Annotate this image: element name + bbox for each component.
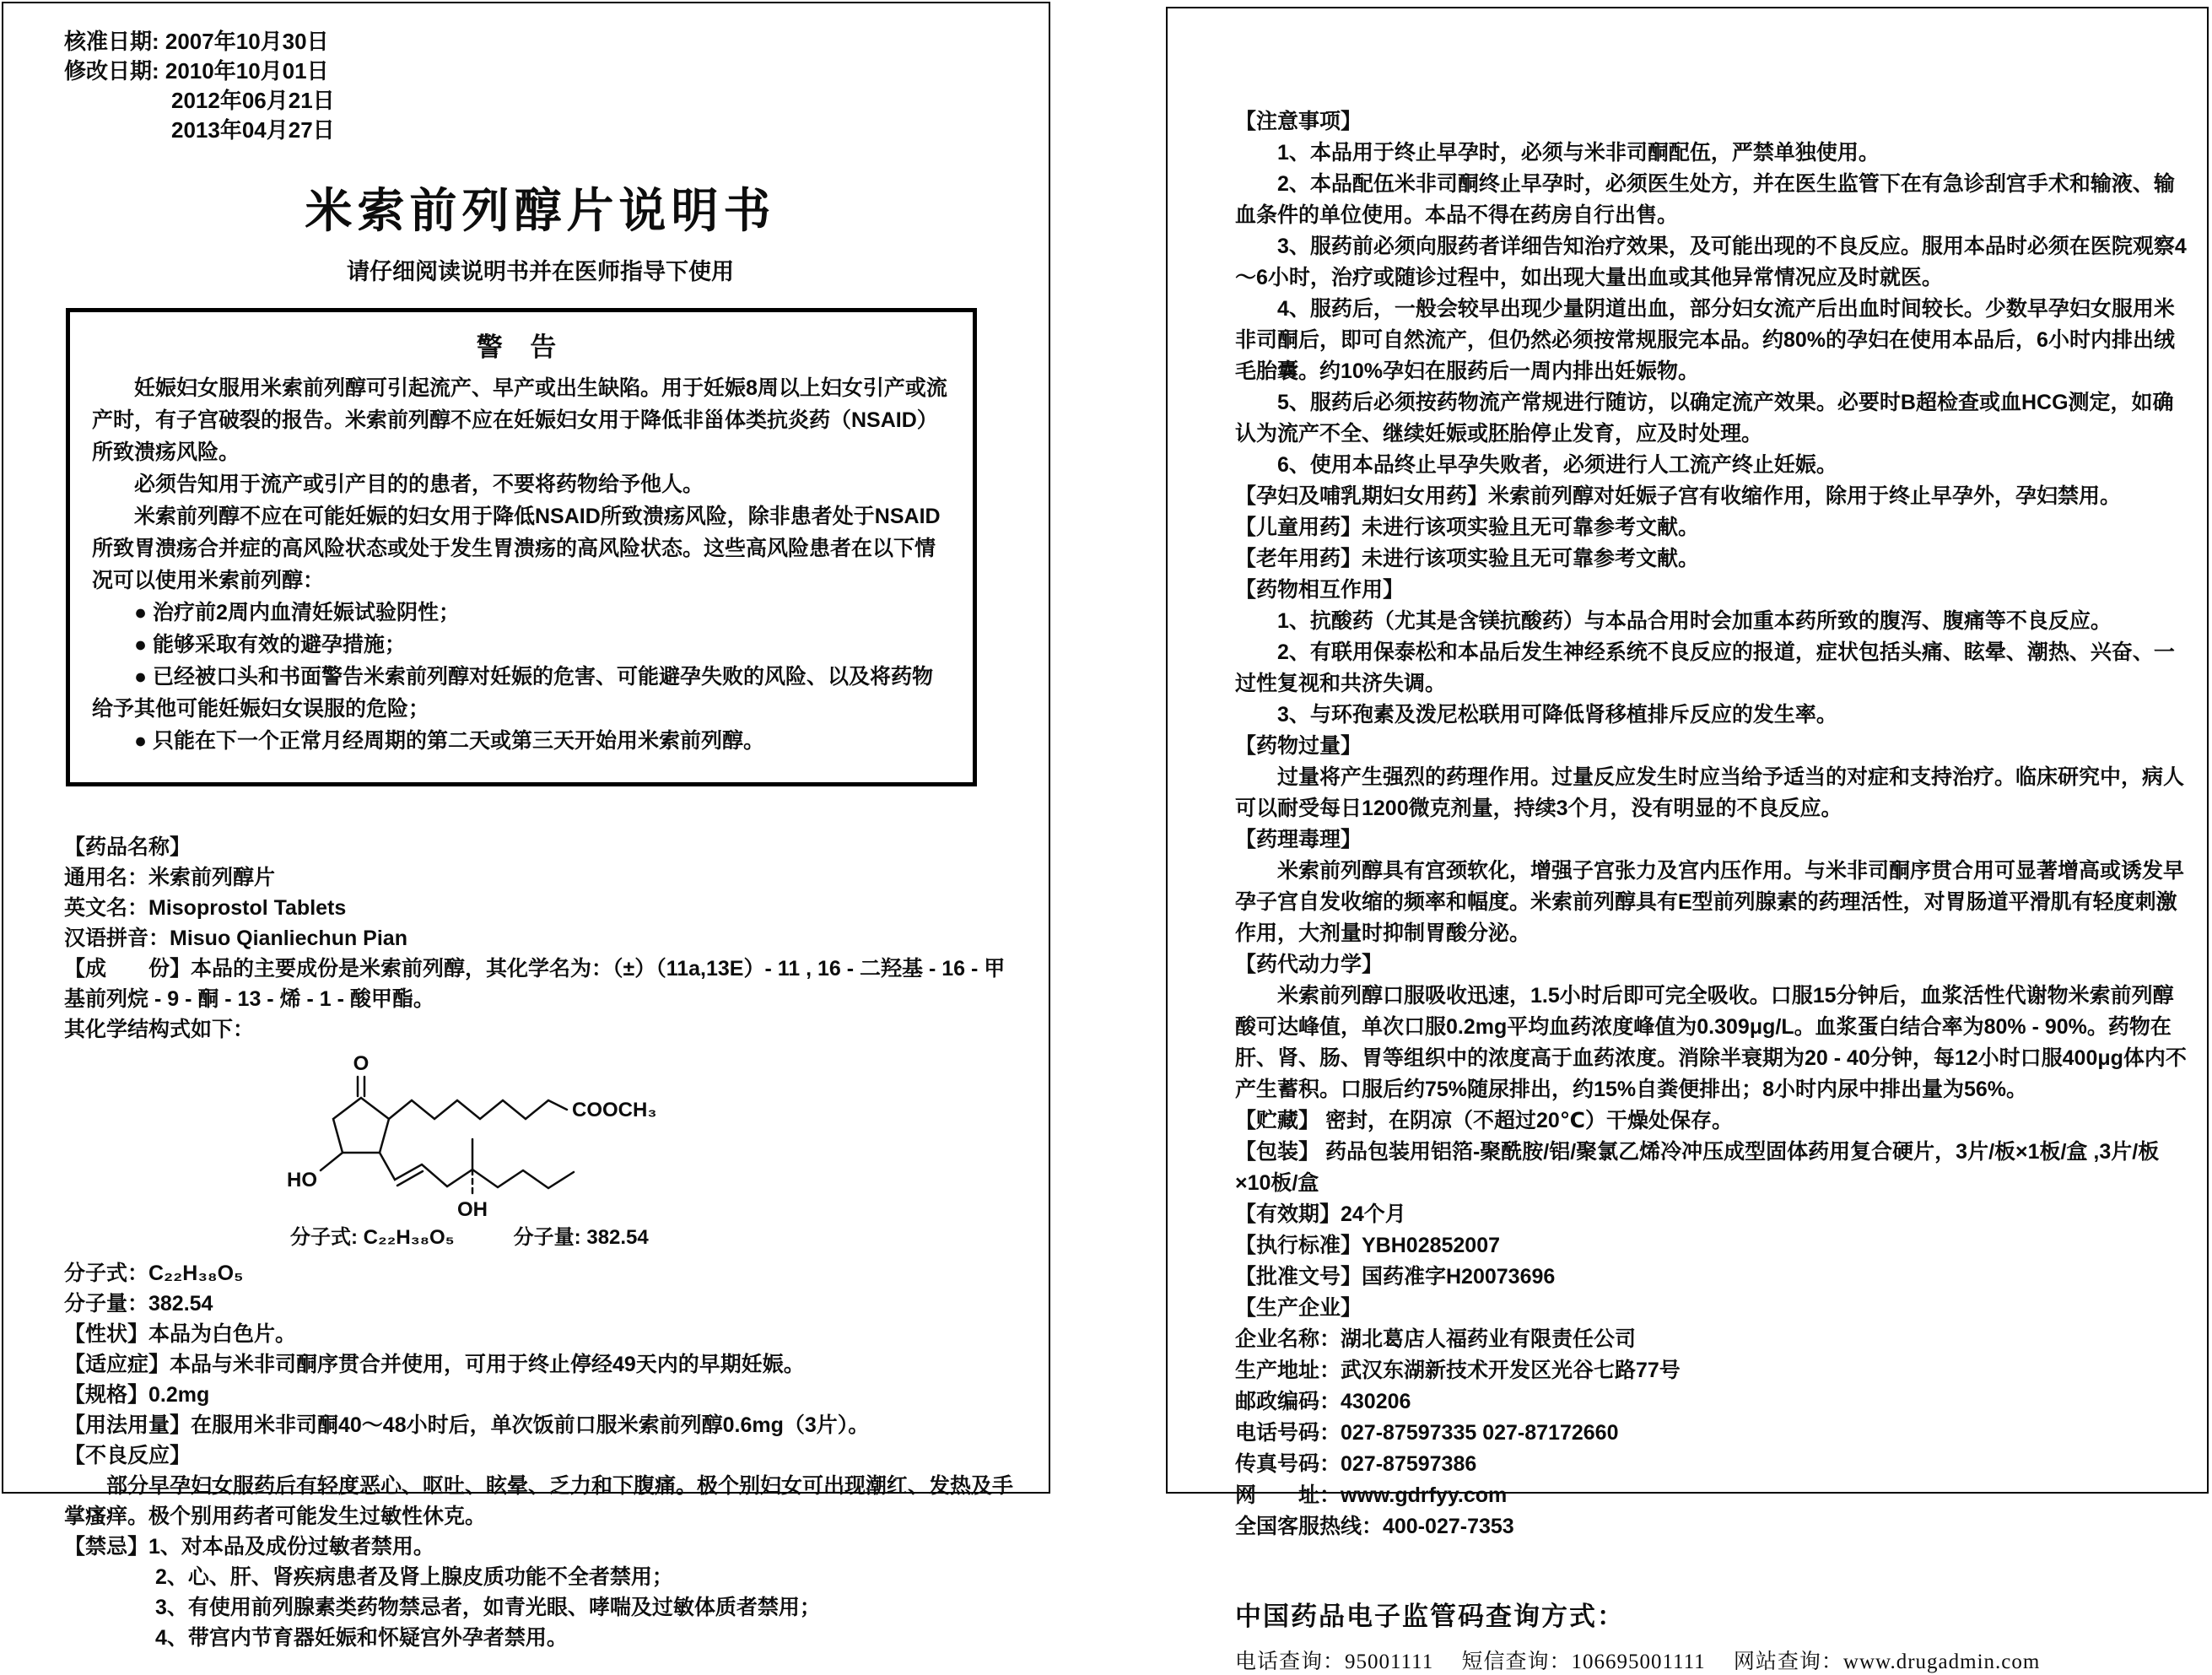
approve-date-line — [64, 27, 1017, 57]
paragraph: 【生产企业】 — [1235, 1296, 1362, 1320]
paragraph: 3、服药前必须向服药者详细告知治疗效果，及可能出现的不良反应。服用本品时必须在医院观察4～6小时，治疗或随诊过程中，如出现大量出血或其他异常情况应及时就医。 — [1235, 235, 2187, 289]
approve-date-value: 2007年10月30日 — [165, 29, 329, 54]
paragraph: ● 只能在下一个正常月经周期的第二天或第三天开始用米索前列醇。 — [134, 729, 765, 753]
drug-name-section — [64, 832, 1017, 1045]
regulatory-code-footer — [1235, 1595, 2187, 1675]
paragraph: 生产地址：武汉东湖新技术开发区光谷七路77号 — [1235, 1359, 1681, 1382]
paragraph: 【孕妇及哺乳期妇女用药】米索前列醇对妊娠子宫有收缩作用，除用于终止早孕外，孕妇禁用。 — [1235, 484, 2122, 508]
paragraph: 【药物相互作用】 — [1235, 578, 1405, 602]
right-sections — [1235, 106, 2187, 1543]
paragraph: 【性状】本品为白色片。 — [64, 1322, 297, 1346]
paragraph: 【包装】 药品包装用铝箔-聚酰胺/铝/聚氯乙烯冷冲压成型固体药用复合硬片，3片/板×1板/盒 ,3片/板×10板/盒 — [1235, 1140, 2160, 1195]
paragraph: 企业名称：湖北葛店人福药业有限责任公司 — [1235, 1327, 1637, 1351]
paragraph: ● 已经被口头和书面警告米索前列醇对妊娠的危害、可能避孕失败的风险、以及将药物给予其他可能妊娠妇女误服的危险； — [92, 665, 934, 721]
misoprostol-structure-drawing — [243, 1050, 682, 1218]
paragraph: ● 能够采取有效的避孕措施； — [134, 633, 407, 656]
approval-dates — [64, 27, 1017, 145]
molecular-mass-caption — [514, 1220, 649, 1250]
paragraph: 【不良反应】 — [64, 1444, 192, 1467]
paragraph: 【药代动力学】 — [1235, 953, 1384, 976]
paragraph: 【注意事项】 — [1235, 110, 1362, 133]
molecular-mass-label: 分子量: — [513, 1226, 587, 1249]
paragraph: 分子式：C₂₂H₃₈O₅ — [64, 1262, 244, 1285]
paragraph: 邮政编码：430206 — [1235, 1390, 1411, 1413]
paragraph: 2、心、肝、肾疾病患者及肾上腺皮质功能不全者禁用； — [155, 1565, 673, 1589]
footer-query-line: 电话查询：95001111 短信查询：106695001111 网站查询：www.drugadmin.com — [1235, 1651, 2041, 1673]
paragraph: 【规格】0.2mg — [64, 1383, 210, 1407]
molecular-formula-value: C₂₂H₃₈O₅ — [363, 1226, 455, 1249]
paragraph: 网 址：www.gdrfyy.com — [1235, 1483, 1508, 1507]
paragraph: 分子量：382.54 — [64, 1292, 213, 1316]
paragraph: 【药物过量】 — [1235, 734, 1362, 758]
warning-heading: 警 告 — [476, 332, 567, 362]
ester-group-label: COOCH₃ — [572, 1099, 657, 1121]
paragraph: 米索前列醇具有宫颈软化，增强子宫张力及宫内压作用。与米非司酮序贯合用可显著增高或诱发早孕子宫自发收缩的频率和幅度。米索前列醇具有E型前列腺素的药理活性，对胃肠道平滑肌有轻度刺激作用，大剂量时抑制胃酸分泌。 — [1235, 859, 2185, 945]
paragraph: 2、本品配伍米非司酮终止早孕时，必须医生处方，并在医生监管下在有急诊刮宫手术和输液、输血条件的单位使用。本品不得在药房自行出售。 — [1235, 172, 2175, 227]
revise-date-value-3: 2013年04月27日 — [171, 117, 335, 143]
paragraph: 【用法用量】在服用米非司酮40～48小时后，单次饭前口服米索前列醇0.6mg（3片）。 — [64, 1413, 870, 1437]
paragraph: 必须告知用于流产或引产目的的患者，不要将药物给予他人。 — [134, 473, 704, 496]
hydroxyl-oh-label: OH — [457, 1198, 488, 1218]
molecular-formula-caption — [290, 1220, 455, 1250]
paragraph: 汉语拼音：Misuo Qianliechun Pian — [64, 927, 407, 950]
paragraph: 5、服药后必须按药物流产常规进行随访，以确定流产效果。必要时B超检查或血HCG测定，如确认为流产不全、继续妊娠或胚胎停止发育，应及时处理。 — [1235, 391, 2174, 446]
paragraph: 米索前列醇口服吸收迅速，1.5小时后即可完全吸收。口服15分钟后，血浆活性代谢物米索前列醇酸可达峰值，单次口服0.2mg平均血药浓度峰值为0.309μg/L。血浆蛋白结合率为80% - 90%。药物在肝、肾、肠、胃等组织中的浓度高于血药浓度。消除半衰期为20 - 40分钟，每12小时口服400μg体内不产生蓄积。口服后约75%随尿排出，约15%自粪便排出；8小时内尿中排出量为56%。 — [1235, 984, 2187, 1101]
right-page — [1166, 7, 2209, 1673]
revise-date-line — [64, 57, 1017, 86]
paragraph: 【贮藏】 密封，在阴凉（不超过20℃）干燥处保存。 — [1235, 1109, 1734, 1132]
revise-date-label: 修改日期: — [64, 58, 165, 84]
paragraph: 【执行标准】YBH02852007 — [1235, 1234, 1501, 1257]
paragraph: 1、抗酸药（尤其是含镁抗酸药）与本品合用时会加重本药所致的腹泻、腹痛等不良反应。 — [1277, 609, 2112, 633]
paragraph: 4、带宫内节育器妊娠和怀疑宫外孕者禁用。 — [155, 1626, 568, 1650]
page-subtitle: 请仔细阅读说明书并在医师指导下使用 — [347, 259, 734, 284]
paragraph: 【批准文号】国药准字H20073696 — [1235, 1265, 1556, 1289]
paragraph: ● 治疗前2周内血清妊娠试验阴性； — [134, 601, 460, 624]
oxygen-atom-label: O — [353, 1052, 370, 1075]
chemical-structure — [64, 1050, 1017, 1250]
paragraph: 过量将产生强烈的药理作用。过量反应发生时应当给予适当的对症和支持治疗。临床研究中，病人可以耐受每日1200微克剂量，持续3个月，没有明显的不良反应。 — [1235, 765, 2185, 820]
paragraph: 传真号码：027-87597386 — [1235, 1452, 1477, 1476]
structure-caption — [290, 1220, 1017, 1250]
paragraph: 6、使用本品终止早孕失败者，必须进行人工流产终止妊娠。 — [1277, 453, 1837, 477]
paragraph: 英文名：Misoprostol Tablets — [64, 896, 347, 920]
page-title: 米索前列醇片说明书 — [305, 184, 776, 237]
paragraph: 其化学结构式如下： — [64, 1018, 255, 1041]
revise-date-value: 2010年10月01日 — [165, 58, 329, 84]
left-lower-sections — [64, 1258, 1017, 1653]
paragraph: 妊娠妇女服用米索前列醇可引起流产、早产或出生缺陷。用于妊娠8周以上妇女引产或流产时，有子宫破裂的报告。米索前列醇不应在妊娠妇女用于降低非甾体类抗炎药（NSAID）所致溃疡风险。 — [92, 376, 947, 464]
paragraph: 通用名：米索前列醇片 — [64, 866, 276, 889]
warning-box — [66, 308, 977, 786]
paragraph: 米索前列醇不应在可能妊娠的妇女用于降低NSAID所致溃疡风险，除非患者处于NSAID所致胃溃疡合并症的高风险状态或处于发生胃溃疡的高风险状态。这些高风险患者在以下情况可以使用米索前列醇： — [92, 505, 941, 592]
paragraph: 【药理毒理】 — [1235, 828, 1362, 851]
paragraph: 【成 份】本品的主要成份是米索前列醇，其化学名为：（±）（11a,13E）- 11 , 16 - 二羟基 - 16 - 甲基前列烷 - 9 - 酮 - 13 - 烯 - 1 - 酸甲酯。 — [64, 957, 1006, 1011]
paragraph: 【老年用药】未进行该项实验且无可靠参考文献。 — [1235, 547, 1700, 570]
paragraph: 【药品名称】 — [64, 835, 192, 859]
paragraph: 【适应症】本品与米非司酮序贯合并使用，可用于终止停经49天内的早期妊娠。 — [64, 1353, 805, 1376]
structure-bonds — [321, 1077, 574, 1197]
left-page — [2, 2, 1050, 1650]
warning-body — [92, 372, 951, 757]
paragraph: 【禁忌】1、对本品及成份过敏者禁用。 — [64, 1535, 434, 1559]
paragraph: 3、与环孢素及泼尼松联用可降低肾移植排斥反应的发生率。 — [1277, 703, 1837, 727]
revise-date-value-2: 2012年06月21日 — [171, 88, 335, 113]
paragraph: 全国客服热线：400-027-7353 — [1235, 1515, 1514, 1538]
paragraph: 部分早孕妇女服药后有轻度恶心、呕吐、眩晕、乏力和下腹痛。极个别妇女可出现潮红、发热及手掌瘙痒。极个别用药者可能发生过敏性休克。 — [64, 1474, 1014, 1528]
approve-date-label: 核准日期: — [64, 29, 165, 54]
paragraph: 【有效期】24个月 — [1235, 1202, 1406, 1226]
paragraph: 电话号码：027-87597335 027-87172660 — [1235, 1421, 1619, 1445]
hydroxyl-ho-label: HO — [287, 1169, 317, 1191]
paragraph: 2、有联用保泰松和本品后发生神经系统不良反应的报道，症状包括头痛、眩晕、潮热、兴奋、一过性复视和共济失调。 — [1235, 640, 2175, 695]
paragraph: 3、有使用前列腺素类药物禁忌者，如青光眼、哮喘及过敏体质者禁用； — [155, 1596, 821, 1619]
molecular-formula-label: 分子式: — [290, 1226, 364, 1249]
paragraph: 【儿童用药】未进行该项实验且无可靠参考文献。 — [1235, 516, 1700, 539]
paragraph: 4、服药后，一般会较早出现少量阴道出血，部分妇女流产后出血时间较长。少数早孕妇女服用米非司酮后，即可自然流产，但仍然必须按常规服完本品。约80%的孕妇在使用本品后，6小时内排出绒毛胎囊。约10%孕妇在服药后一周内排出妊娠物。 — [1235, 297, 2175, 383]
molecular-mass-value: 382.54 — [586, 1226, 649, 1249]
paragraph: 1、本品用于终止早孕时，必须与米非司酮配伍，严禁单独使用。 — [1277, 141, 1880, 165]
footer-heading: 中国药品电子监管码查询方式： — [1235, 1602, 1625, 1631]
